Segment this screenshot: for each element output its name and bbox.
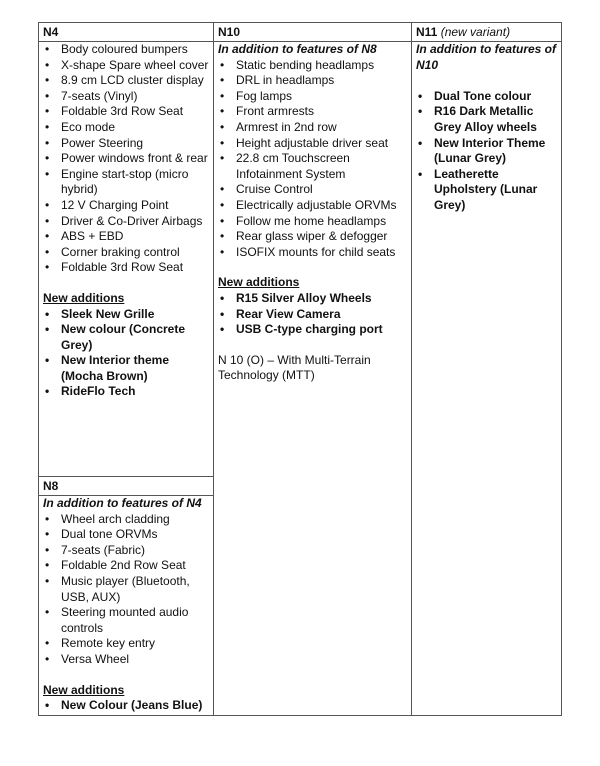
list-item: • Power windows front & rear [39, 151, 213, 167]
n11-header [412, 23, 561, 42]
n11-subtitle: (new variant) [440, 25, 511, 39]
list-item: • Engine start-stop (micro hybrid) [39, 167, 213, 198]
list-item: • 22.8 cm Touchscreen Infotainment System [214, 151, 411, 182]
n11-title: N11 [416, 25, 438, 39]
n10-cell [214, 23, 411, 384]
list-item: • Steering mounted audio controls [39, 605, 213, 636]
list-item: • 7-seats (Vinyl) [39, 89, 213, 105]
list-item: • Follow me home headlamps [214, 214, 411, 230]
list-item: • Corner braking control [39, 245, 213, 261]
list-item: • 12 V Charging Point [39, 198, 213, 214]
list-item: • X-shape Spare wheel cover [39, 58, 213, 74]
list-item: • Dual Tone colour [412, 89, 561, 105]
n11-feature-list [412, 89, 561, 214]
list-item: • Electrically adjustable ORVMs [214, 198, 411, 214]
n8-intro: In addition to features of N4 [43, 496, 202, 510]
n10-feature-list [214, 58, 411, 261]
list-item: • New colour (Concrete Grey) [39, 322, 213, 353]
list-item: • New Interior theme (Mocha Brown) [39, 353, 213, 384]
list-item: • Foldable 3rd Row Seat [39, 104, 213, 120]
n4-new-additions-heading: New additions [43, 290, 125, 305]
list-item: • Dual tone ORVMs [39, 527, 213, 543]
n10-intro: In addition to features of N8 [218, 42, 377, 56]
n4-feature-list [39, 42, 213, 276]
list-item: • Foldable 3rd Row Seat [39, 260, 213, 276]
n11-spacer [412, 73, 561, 89]
n4-header: N4 [39, 23, 213, 42]
list-item: • Remote key entry [39, 636, 213, 652]
n10-optional-note: N 10 (O) – With Multi-Terrain Technology (MTT) [218, 352, 371, 383]
list-item: • Leatherette Upholstery (Lunar Grey) [412, 167, 561, 214]
list-item: • Cruise Control [214, 182, 411, 198]
list-item: • Rear View Camera [214, 307, 411, 323]
n11-cell [412, 23, 561, 214]
list-item: • ISOFIX mounts for child seats [214, 245, 411, 261]
list-item: • Versa Wheel [39, 652, 213, 668]
list-item: • 7-seats (Fabric) [39, 543, 213, 559]
n8-new-additions-list [39, 698, 213, 714]
n8-cell [39, 476, 213, 715]
list-item: • DRL in headlamps [214, 73, 411, 89]
list-item: • RideFlo Tech [39, 384, 213, 400]
column-n10 [214, 23, 412, 715]
n11-intro: In addition to features of N10 [416, 42, 556, 72]
list-item: • Wheel arch cladding [39, 512, 213, 528]
n8-header: N8 [39, 477, 213, 496]
list-item: • Power Steering [39, 136, 213, 152]
list-item: • Eco mode [39, 120, 213, 136]
list-item: • Fog lamps [214, 89, 411, 105]
n8-new-additions-heading: New additions [43, 682, 125, 697]
list-item: • New Colour (Jeans Blue) [39, 698, 213, 714]
list-item: • Static bending headlamps [214, 58, 411, 74]
list-item: • Driver & Co-Driver Airbags [39, 214, 213, 230]
n10-new-additions-heading: New additions [218, 275, 300, 290]
list-item: • Sleek New Grille [39, 307, 213, 323]
list-item: • R16 Dark Metallic Grey Alloy wheels [412, 104, 561, 135]
list-item: • R15 Silver Alloy Wheels [214, 291, 411, 307]
list-item: • Body coloured bumpers [39, 42, 213, 58]
list-item: • Height adjustable driver seat [214, 136, 411, 152]
list-item: • USB C-type charging port [214, 322, 411, 338]
variant-feature-table [38, 22, 562, 716]
list-item: • 8.9 cm LCD cluster display [39, 73, 213, 89]
list-item: • Front armrests [214, 104, 411, 120]
list-item: • Armrest in 2nd row [214, 120, 411, 136]
list-item: • Foldable 2nd Row Seat [39, 558, 213, 574]
list-item: • New Interior Theme (Lunar Grey) [412, 136, 561, 167]
list-item: • Music player (Bluetooth, USB, AUX) [39, 574, 213, 605]
n4-new-additions-list [39, 307, 213, 401]
n10-header: N10 [214, 23, 411, 42]
n8-feature-list [39, 512, 213, 668]
n4-cell [39, 23, 213, 400]
list-item: • ABS + EBD [39, 229, 213, 245]
n10-new-additions-list [214, 291, 411, 338]
column-n11 [412, 23, 561, 715]
column-n4-n8 [39, 23, 214, 715]
list-item: • Rear glass wiper & defogger [214, 229, 411, 245]
